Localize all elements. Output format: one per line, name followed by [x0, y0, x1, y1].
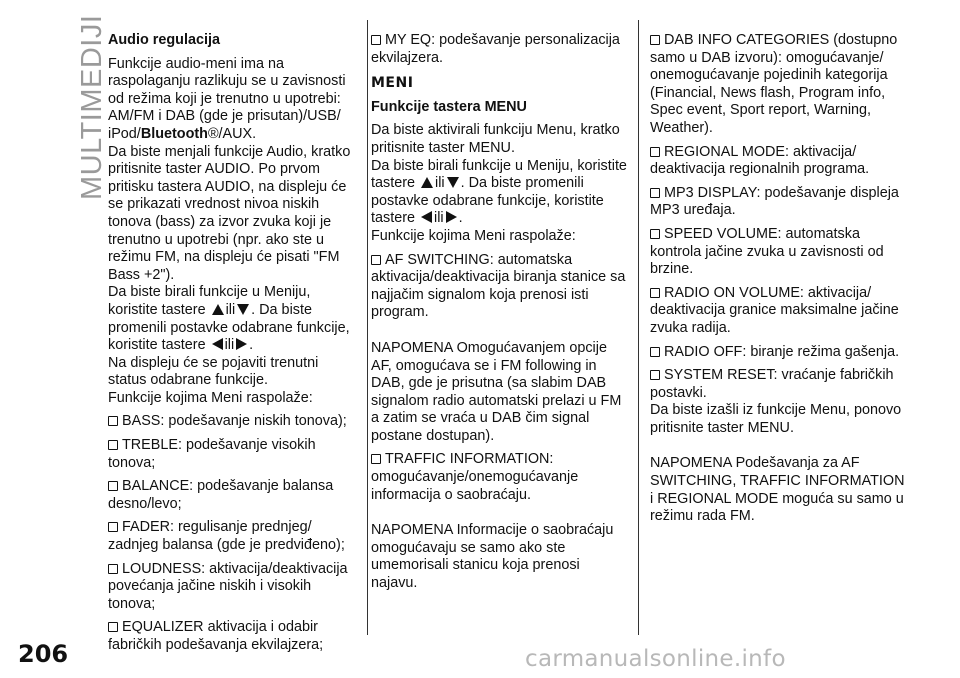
bullet-box-icon	[371, 255, 381, 265]
bullet-box-icon	[650, 147, 660, 157]
list-item: LOUDNESS: aktivacija/deaktivacija povećanja jačine niskih i visokih tonova;	[108, 560, 348, 612]
list-item: BASS: podešavanje niskih tonova);	[108, 413, 358, 431]
bluetooth-label: Bluetooth	[140, 125, 208, 142]
arrow-down-icon	[237, 304, 249, 315]
page-number: 206	[18, 640, 69, 668]
menu-instructions: Da biste aktivirali funkciju Menu, kratko pritisnite taster MENU. Da biste birali funkcije u Meniju, koristite tastere ili . Da biste promenili postavke odabrane funkcije, koristite tastere ili . Funkcije kojima Meni raspolaže:	[371, 122, 627, 244]
menu-heading: Funkcije tastera MENU	[371, 98, 527, 115]
bullet-box-icon	[108, 481, 118, 491]
list-item: MY EQ: podešavanje personalizacija ekvilajzera.	[371, 32, 620, 66]
list-item: TRAFFIC INFORMATION: omogućavanje/onemogućavanje informacija o saobraćaju.	[371, 451, 579, 503]
note-af: NAPOMENA Omogućavanjem opcije AF, omogućava se i FM following in DAB, gde je prisutna (sa slabim DAB signalom radio automatski prelazi u FM a zatim se vraća u DAB čim signal postane dostupan).	[371, 339, 622, 444]
bullet-box-icon	[650, 229, 660, 239]
bullet-box-icon	[108, 440, 118, 450]
list-item: EQUALIZER aktivacija i odabir fabričkih podešavanja ekvilajzera;	[108, 619, 324, 653]
bullet-box-icon	[650, 347, 660, 357]
list-item: MP3 DISPLAY: podešavanje displeja MP3 uređaja.	[650, 184, 899, 219]
arrow-right-icon	[236, 338, 247, 350]
column-3	[650, 32, 906, 532]
list-item: FADER: regulisanje prednjeg/ zadnjeg balansa (gde je predviđeno);	[108, 519, 345, 554]
audio-intro: Funkcije audio-meni ima na raspolaganju razlikuju se u zavisnosti od režima koji je trenutno u upotrebi: AM/FM i DAB (gde je prisutan)/USB/ iPod/Bluetooth®/AUX. Da biste menjali funkcije Audio, kratko pritisnite taster AUDIO. Po prvom pritisku tastera AUDIO, na displeju će se prikazati vrednost nivoa niskih tonova (bass) za izvor zvuka koji je trenutno u upotrebi (npr. ako ste u režimu FM, na displeju će pisati "FM Bass +2"). Da biste birali funkcije u Meniju, koristite tastere ili . Da biste promenili postavke odabrane funkcije, koristite tastere ili . Na displeju će se pojaviti trenutni status odabrane funkcije. Funkcije kojima Meni raspolaže:	[108, 55, 351, 406]
bullet-box-icon	[650, 370, 660, 380]
bullet-box-icon	[371, 454, 381, 464]
section-title: MENI	[371, 75, 414, 92]
column-2	[371, 32, 627, 599]
list-item: AF SWITCHING: automatska aktivacija/deaktivacija biranja stanice sa najjačim signalom koja prenosi isti program.	[371, 251, 626, 321]
note-fm-only: NAPOMENA Podešavanja za AF SWITCHING, TRAFFIC INFORMATION i REGIONAL MODE moguća su samo u režimu rada FM.	[650, 455, 905, 525]
bullet-box-icon	[371, 35, 381, 45]
bullet-box-icon	[108, 622, 118, 632]
arrow-up-icon	[421, 177, 433, 188]
list-item: BALANCE: podešavanje balansa desno/levo;	[108, 478, 334, 512]
bullet-box-icon	[108, 522, 118, 532]
bullet-box-icon	[108, 416, 118, 426]
arrow-down-icon	[447, 177, 459, 188]
list-item: DAB INFO CATEGORIES (dostupno samo u DAB izvoru): omogućavanje/ onemogućavanje pojedinih kategorija (Financial, News flash, Program info, Spec event, Sport report, Warning, Weather).	[650, 32, 898, 136]
bullet-box-icon	[650, 35, 660, 45]
chapter-side-title-text: MULTIMEDIJI	[76, 14, 108, 200]
list-item: REGIONAL MODE: aktivacija/ deaktivacija regionalnih programa.	[650, 143, 870, 178]
column-divider-1	[367, 20, 368, 635]
bullet-box-icon	[650, 188, 660, 198]
arrow-left-icon	[212, 338, 223, 350]
list-item: SPEED VOLUME: automatska kontrola jačine zvuka u zavisnosti od brzine.	[650, 225, 884, 278]
menu-exit: Da biste izašli iz funkcije Menu, ponovo pritisnite taster MENU.	[650, 402, 902, 436]
list-item: RADIO ON VOLUME: aktivacija/ deaktivacija granice maksimalne jačine zvuka radija.	[650, 284, 899, 336]
list-item: RADIO OFF: biranje režima gašenja.	[650, 344, 906, 362]
bullet-box-icon	[108, 564, 118, 574]
arrow-up-icon	[212, 304, 224, 315]
list-item: TREBLE: podešavanje visokih tonova;	[108, 437, 316, 471]
arrow-left-icon	[421, 211, 432, 223]
note-traffic: NAPOMENA Informacije o saobraćaju omogućavaju se samo ako ste umemorisali stanicu koja prenosi najavu.	[371, 522, 614, 592]
audio-heading: Audio regulacija	[108, 32, 220, 48]
arrow-right-icon	[446, 211, 457, 223]
chapter-side-title	[52, 14, 108, 230]
column-divider-2	[638, 20, 639, 635]
watermark: carmanualsonline.info	[525, 646, 786, 672]
bullet-box-icon	[650, 288, 660, 298]
audio-instructions: Da biste menjali funkcije Audio, kratko pritisnite taster AUDIO. Po prvom pritisku tastera AUDIO, na displeju će se prikazati vrednost nivoa niskih tonova (bass) za izvor zvuka koji je trenutno u upotrebi (npr. ako ste u režimu FM, na displeju će pisati "FM Bass +2").	[108, 143, 351, 283]
list-item: SYSTEM RESET: vraćanje fabričkih postavki.	[650, 367, 894, 401]
column-1	[108, 32, 358, 661]
